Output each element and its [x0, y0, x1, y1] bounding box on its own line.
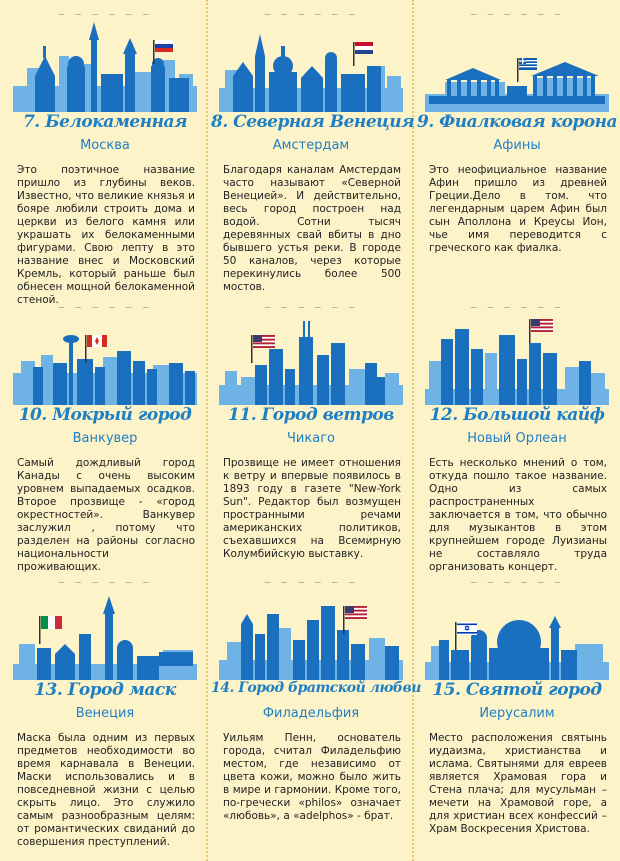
amsterdam-skyline: [219, 16, 403, 112]
separator: — — — — — —: [470, 10, 564, 20]
card-description: Это поэтичное название пришло из глубины веков. Известно, что великие князья и бояре любили строить дома и церкви из белого камня или украшать их белокаменными фигурами. Свою лепту в это название внес и Московский Кремль, который раньше был обнесен мощной белокаменной стеной.: [17, 164, 195, 306]
philadelphia-skyline: [219, 584, 403, 680]
city-card-moscow: [5, 0, 205, 306]
separator: — — — — — —: [58, 10, 152, 20]
column-divider: [206, 0, 208, 861]
city-card-chicago: [211, 293, 411, 578]
city-card-jerusalem: [417, 568, 617, 853]
card-title: 12. Большой кайф: [429, 405, 605, 425]
athens-skyline: [425, 16, 609, 112]
card-title: 9. Фиалковая корона: [417, 112, 618, 132]
city-card-amsterdam: [211, 0, 415, 293]
city-card-new-orleans: [417, 293, 617, 578]
chicago-skyline: [219, 309, 403, 405]
vancouver-skyline: [13, 309, 197, 405]
card-description: Место расположения святынь иудаизма, христианства и ислама. Святынями для евреев является Храмовая гора и Стена плача; для мусульман – мечети на Храмовой горе, а для христиан всех конфессий – Храм Воскресения Христова.: [429, 732, 607, 835]
city-name: Афины: [493, 138, 541, 153]
card-description: Маска была одним из первых предметов необходимости во время карнавала в Венеции. Маски использовались и в повседневной жизни с целью скрыть лицо. Это служило самым разнообразным целям: от романтических свиданий до совершения преступлений.: [17, 732, 195, 848]
new-orleans-skyline: [425, 309, 609, 405]
city-card-vancouver: [5, 293, 205, 578]
moscow-skyline: [13, 16, 197, 112]
card-description: Самый дождливый город Канады с очень высоким уровнем выпадаемых осадков. Второе прозвище - «город окрестностей». Ванкувер заслужил , потому что разделен на районы согласно национальности проживающих.: [17, 457, 195, 573]
city-name: Ванкувер: [72, 431, 138, 446]
separator: — — — — — —: [470, 303, 564, 313]
card-title: 8. Северная Венеция: [211, 112, 415, 132]
venice-skyline: [13, 584, 197, 680]
city-name: Новый Орлеан: [467, 431, 567, 446]
italy-flag: [39, 616, 62, 644]
usa-flag: [529, 319, 553, 343]
separator: — — — — — —: [58, 303, 152, 313]
city-name: Амстердам: [272, 138, 350, 153]
jerusalem-skyline: [425, 584, 609, 680]
card-description: Уильям Пенн, основатель города, считал Филадельфию местом, где независимо от цвета кожи, можно было жить в мире и гармонии. Кроме того, по-гречески «philos» означает «любовь», а «adelphos» - брат.: [223, 732, 401, 822]
city-card-venice: [5, 568, 205, 853]
city-name: Иерусалим: [479, 706, 555, 721]
separator: — — — — — —: [470, 578, 564, 588]
separator: — — — — — —: [264, 303, 358, 313]
card-title: 15. Святой город: [432, 680, 602, 700]
card-title: 13. Город маск: [34, 680, 176, 700]
card-description: Это неофициальное название Афин пришло из древней Греции.Дело в том. что легендарным царем Афин был сын Аполлона и Креусы Ион, чье имя переводится с греческого как фиалка.: [429, 164, 607, 254]
city-name: Москва: [80, 138, 130, 153]
card-description: Есть несколько мнений о том, откуда пошло такое название. Одно из самых распространенных заключается в том, что обычно для музыкантов в этом крупнейшем городе Луизианы не составляло труда организовать концерт.: [429, 457, 607, 573]
card-title: 14. Город братской любви: [211, 680, 421, 696]
city-card-philadelphia: [211, 568, 421, 853]
separator: — — — — — —: [58, 578, 152, 588]
card-description: Благодаря каналам Амстердам часто называют «Северной Венецией». И действительно, весь город построен над водой. Сотни тысяч деревянных свай вбиты в дно бывшего устья реки. В городе 50 каналов, через которые перекинулись более 500 мостов.: [223, 164, 401, 293]
city-name: Венеция: [75, 706, 135, 721]
card-title: 11. Город ветров: [228, 405, 394, 425]
separator: — — — — — —: [264, 578, 358, 588]
city-card-athens: [417, 0, 617, 285]
city-name: Филадельфия: [262, 706, 360, 721]
card-title: 10. Мокрый город: [18, 405, 192, 425]
card-title: 7. Белокаменная: [22, 112, 188, 132]
city-name: Чикаго: [287, 431, 335, 446]
netherlands-flag: [353, 42, 373, 66]
usa-flag: [343, 606, 367, 634]
separator: — — — — — —: [264, 10, 358, 20]
card-description: Прозвище не имеет отношения к ветру и впервые появилось в 1893 году в газете "New-York Sun". Редактор был возмущен пространными речами американских политиков, съехавшихся на Всемирную Колумбийскую выставку.: [223, 457, 401, 560]
